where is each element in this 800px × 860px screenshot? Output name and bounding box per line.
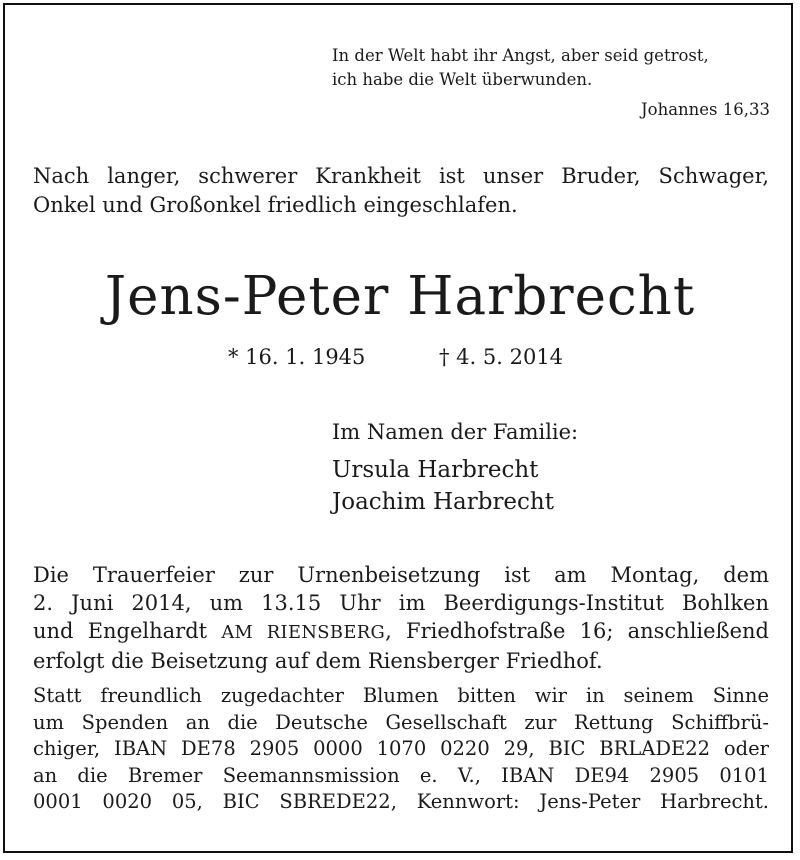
verse-line: ich habe die Welt überwunden.: [332, 70, 593, 89]
funeral-line: 2. Juni 2014, um 13.15 Uhr im Beerdigungs-Institut Bohlken: [33, 591, 769, 615]
donation-line: an die Bremer Seemannsmission e. V., IBAN DE94 2905 0101: [33, 763, 769, 787]
birth-date: * 16. 1. 1945: [228, 345, 366, 369]
donation-line: Statt freundlich zugedachter Blumen bitten wir in seinem Sinne: [33, 684, 769, 707]
donation-request: [33, 683, 769, 816]
intro-line: Nach langer, schwerer Krankheit ist unser Bruder, Schwager,: [33, 164, 769, 188]
family-names: [332, 454, 554, 518]
funeral-details: [33, 561, 769, 675]
verse-reference: Johannes 16,33: [641, 100, 770, 119]
family-label: Im Namen der Familie:: [332, 420, 579, 444]
venue-name: AM RIENSBERG: [221, 622, 386, 643]
verse-line: In der Welt habt ihr Angst, aber seid getrost,: [332, 46, 709, 65]
donation-line: chiger, IBAN DE78 2905 0000 1070 0220 29, BIC BRLADE22 oder: [33, 737, 769, 760]
deceased-name: Jens-Peter Harbrecht: [104, 266, 696, 327]
death-date: † 4. 5. 2014: [439, 345, 564, 369]
family-member-name: Joachim Harbrecht: [332, 489, 554, 515]
funeral-line: [33, 617, 769, 647]
funeral-line: Die Trauerfeier zur Urnenbeisetzung ist am Montag, dem: [33, 563, 769, 587]
donation-line: um Spenden an die Deutsche Gesellschaft zur Rettung Schiffbrü-: [33, 710, 769, 734]
funeral-line: erfolgt die Beisetzung auf dem Riensberger Friedhof.: [33, 649, 603, 673]
bible-verse: [332, 44, 777, 92]
family-member-name: Ursula Harbrecht: [332, 457, 539, 483]
intro-line: Onkel und Großonkel friedlich eingeschlafen.: [33, 193, 518, 217]
funeral-text: und Engelhardt: [33, 619, 222, 643]
donation-line: 0001 0020 05, BIC SBREDE22, Kennwort: Jens-Peter Harbrecht.: [33, 790, 769, 813]
intro-text: [33, 162, 769, 220]
funeral-text: , Friedhofstraße 16; anschließend: [385, 619, 769, 643]
